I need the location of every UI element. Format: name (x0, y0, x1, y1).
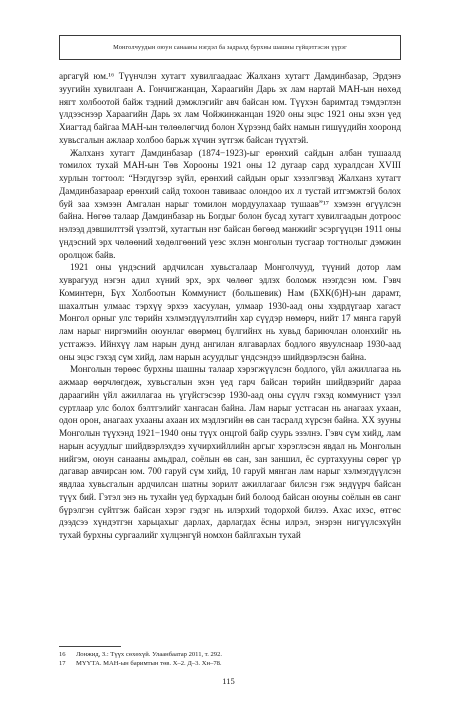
running-title: Монголчуудын оюун санааны нэгдэл ба задралд бурхны шашны гүйцэтгэсэн үүрэг (113, 44, 347, 51)
paragraph: Жалханз хутагт Дамдинбазар (1874−1923)-ыг ерөнхий сайдын албан тушаалд томилох тухай МАН-ын Төв Хорооны 1921 оны 12 дугаар сард хуралдсан XVIII хурлын тогтоол: “Нэгдүгээр зүйл, ерөнхий сайдын орыг хэзэлгэвэд Жалханз хутагт Дамдинбазараар ерөнхий сайд тохоон тавиваас олондоо их л тустай итгэмжтэй болох буй заа хэмээн Амгалан нарыг томилон мордуулахаар тушаав”¹⁷ хэмээн өгүүлсэн байна. Нөгөө талаар Дамдинбазар нь Богдыг болон бусад хутагт хувилгаадын дотроос нэлээд дэвшилттэй үзэлтэй, хутагтын нэг байсан бөгөөд манжийг эсэргүүцэн 1911 оны үндэсний эрх чөлөөний хөдөлгөөний үеэс эхлэн монголын тусгаар тогтнолыг дэмжин оролцож байв. (59, 147, 401, 260)
footnote-text: Лонжид, З.: Түүх сөхөхүй. Улаанбаатар 2011, т. 292. (76, 651, 223, 658)
running-header (59, 35, 401, 60)
footnote (59, 659, 401, 668)
footnote-number: 17 (59, 660, 66, 668)
footnotes (59, 650, 401, 669)
footnote-divider (59, 646, 121, 647)
footnote-text: МҮҮТА. МАН-ын баримтын төв. Х–2. Д–3. Хн–78. (76, 660, 222, 668)
page-number: 115 (222, 676, 235, 686)
footnote (59, 650, 401, 659)
body-text (59, 70, 401, 542)
paragraph: 1921 оны үндэсний ардчилсан хувьсгалаар Монголчууд, түүний дотор лам хуврагууд нэгэн адил хүний эрх, эрх чөлөөг эдлэх боломж нээгдсэн юм. Гэвч Коминтерн, Бүх Холбоотын Коммунист (большевик) Нам (БХК(б)Н)-ын дарамт, шахалтын улмаас тэрхүү эрхээ хасуулан, улмаар 1930-аад оны хэдрдүгаар хагаст Монгол орныг улс төрийн хэлмэгдүүлэлтийн хар сүүдэр нөмөрч, нийт 17 мянга гаруй лам нарыг ниргэмийн оюунлаг өвөрмөц бүлгийнх нь хувьд бариючлан олонхийг нь устгажээ. Ийнхүү лам нарын дунд ангилан ялгаварлах бодлого явуулснаар 1930-аад оны эцэс гэхэд сүм хийд, лам нарын асуудлыг үндсэндээ шийдвэрлэсэн байна. (59, 262, 401, 362)
paragraph: аргагүй юм.¹⁶ Түүнчлэн хутагт хувилгаадаас Жалханз хутагт Дамдинбазар, Эрдэнэ зуугийн хувилгаан А. Гончигжанцан, Хараагийн Дарь эх лам нартай МАН-ын нөхөд нягт холбоотой байж тэдний дэмжлэгийг авч байсан юм. Түүхэн баримтад тэмдэглэн үлдээснээр Хараагийн Дарь эх лам Чойжинжанцан 1920 оны эцэс 1921 оны эхэн үед Хиагтад байгаа МАН-ын төлөөлөгчид болон Хүрээнд байх намын гишүүдийн хооронд хувьсгалын ажлаар холбоо барьж хүчин зүтгэж байсан түүхтэй. (59, 71, 401, 145)
footnote-number: 16 (59, 651, 66, 658)
paragraph: Монголын төрөөс бурхны шашны талаар хэрэгжүүлсэн бодлого, үйл ажиллагаа нь ажмаар өөрчлөгдөж, хувьсгалын эхэн үед гарч байсан төрийн шийдвэрийг дараа дараагийн үйл ажиллагаа нь үгүйсгэсээр 1930-аад оны сүүлч гэхэд коммунист үзэл суртлаар улс болох бэлтгэлийг хангасан байна. Лам нарыг устгасан нь анагаах ухаан, одон орон, анагаах ухааны ахаан их мэдлэгийн өв сан тасралд хүрсэн байна. XX зууны Монголын түүхэнд 1921−1940 оны түүх онцгой байр суурь эзэлнэ. Гэвч сүм хийд, лам нарын асуудлыг шийдвэрлэхдээ хүчирхийллийн аргыг хэрэглэсэн явдал нь Монголын нийгэм, оюун санааны амьдрал, соёлын өв сан, зан заншил, ёс суртахууны сөрөг үр дагавар авчирсан юм. 700 гаруй сүм хийд, 10 гаруй мянган лам нарыг хэлмэгдүүлсэн явдлаа хувьсгалын ардчилсан шатны зорилт ажиллагааг билсэн гэж эндүүрч байсан түүх бий. Гэтэл энэ нь тухайн үед бурхадын бий болоод байсан оюуны соёлын өв санг бүрэлгэн сүйтгэж байсан хэрэг гэдэг нь илэрхий тодорхой билээ. Ахас ихэс, өтгөс дээдсээ хүндэтгэн харьцахыг дарлах, дарлагдах ёсны илрэл, энэрэн нигүүлсэхүйн тухай бурхны сургаалийг хүлцэнгүй номхон байлгахын тухай (59, 364, 401, 540)
